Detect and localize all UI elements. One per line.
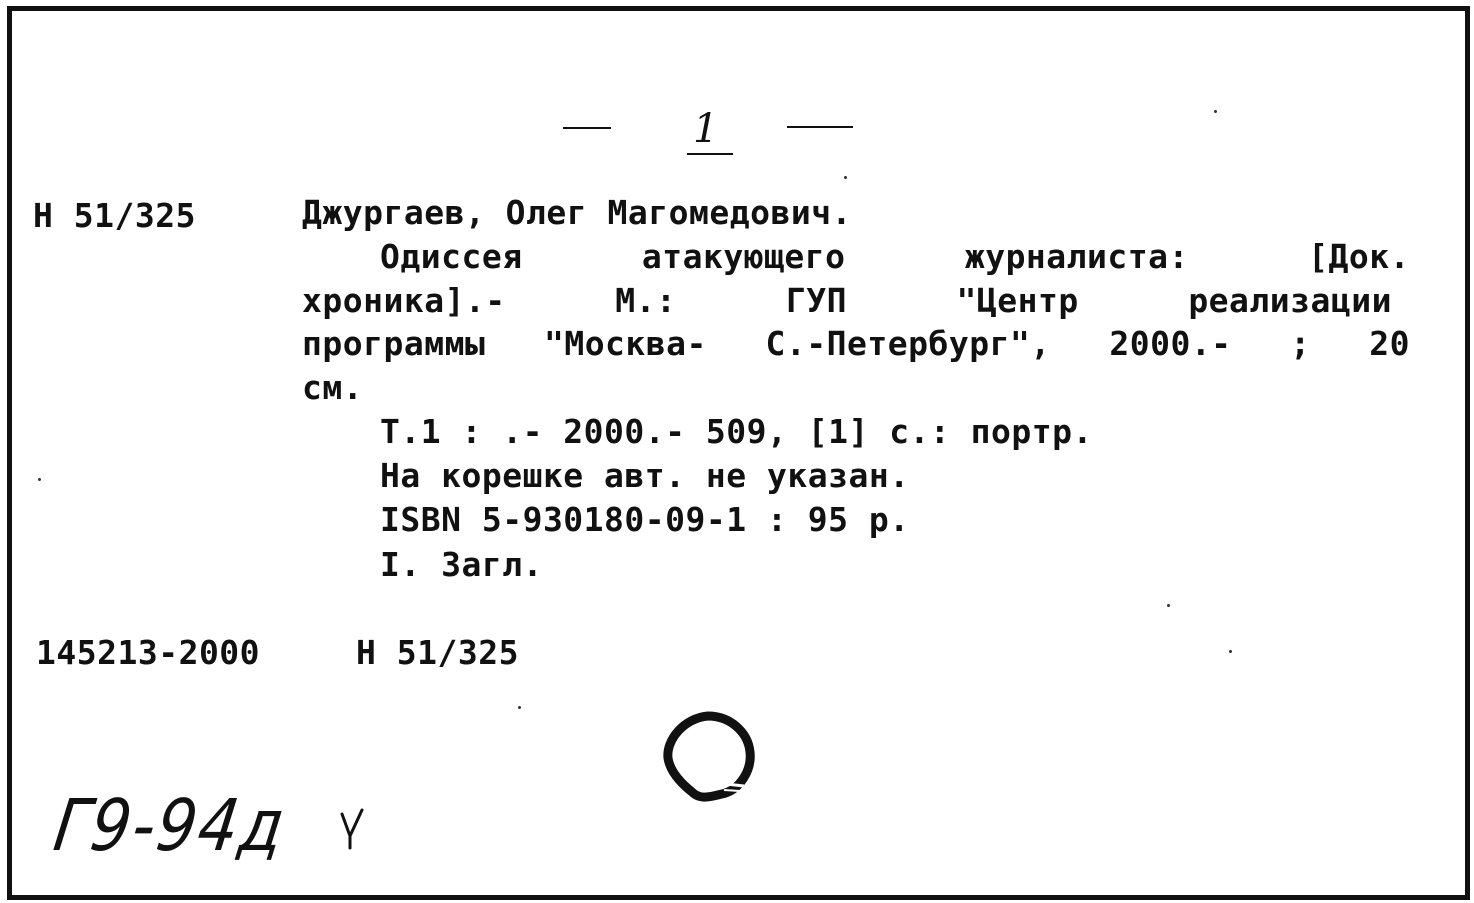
scan-speck bbox=[1229, 650, 1232, 653]
punch-hole-icon bbox=[660, 708, 756, 804]
title-line-1 bbox=[380, 237, 1410, 276]
title-word: хроника].- bbox=[302, 281, 506, 320]
volume-line: Т.1 : .- 2000.- 509, [1] с.: портр. bbox=[380, 412, 1093, 451]
title-word: ГУП bbox=[785, 281, 847, 320]
title-line-4: см. bbox=[302, 368, 364, 407]
title-word: ; bbox=[1290, 324, 1311, 363]
title-word: атакующего bbox=[641, 237, 846, 276]
scan-speck bbox=[518, 706, 521, 709]
inventory-call-number: Н 51/325 bbox=[356, 633, 519, 672]
inventory-number: 145213-2000 bbox=[36, 633, 261, 672]
isbn-line: ISBN 5-930180-09-1 : 95 р. bbox=[380, 500, 910, 539]
page-number-digit: 1 bbox=[693, 106, 719, 152]
scan-speck bbox=[38, 478, 41, 481]
author-heading: Джургаев, Олег Магомедович. bbox=[302, 193, 852, 232]
title-word: "Москва- bbox=[543, 324, 707, 363]
title-word: Одиссея bbox=[380, 237, 523, 276]
title-word: журналиста: bbox=[964, 237, 1189, 276]
title-word: М.: bbox=[615, 281, 677, 320]
title-word: программы bbox=[302, 324, 486, 363]
handwritten-note: Г9-94д bbox=[49, 783, 292, 868]
scan-speck bbox=[844, 176, 847, 179]
scan-speck bbox=[1167, 604, 1170, 607]
page-number-left-dash bbox=[563, 127, 611, 129]
page-number bbox=[545, 95, 865, 165]
page-number-underline bbox=[687, 153, 733, 155]
title-line-2 bbox=[302, 281, 1392, 320]
title-word: 20 bbox=[1369, 324, 1410, 363]
title-word: "Центр bbox=[956, 281, 1079, 320]
title-word: [Док. bbox=[1308, 237, 1410, 276]
title-line-3 bbox=[302, 324, 1410, 363]
scan-speck bbox=[1214, 110, 1217, 113]
title-word: 2000.- bbox=[1109, 324, 1232, 363]
page-number-right-dash bbox=[787, 126, 853, 128]
title-word: реализации bbox=[1188, 281, 1392, 320]
note-line: На корешке авт. не указан. bbox=[380, 456, 910, 495]
handwritten-mark-icon bbox=[338, 808, 366, 850]
title-word: С.-Петербург", bbox=[765, 324, 1051, 363]
call-number: Н 51/325 bbox=[33, 196, 196, 235]
tracing-line: I. Загл. bbox=[380, 545, 543, 584]
